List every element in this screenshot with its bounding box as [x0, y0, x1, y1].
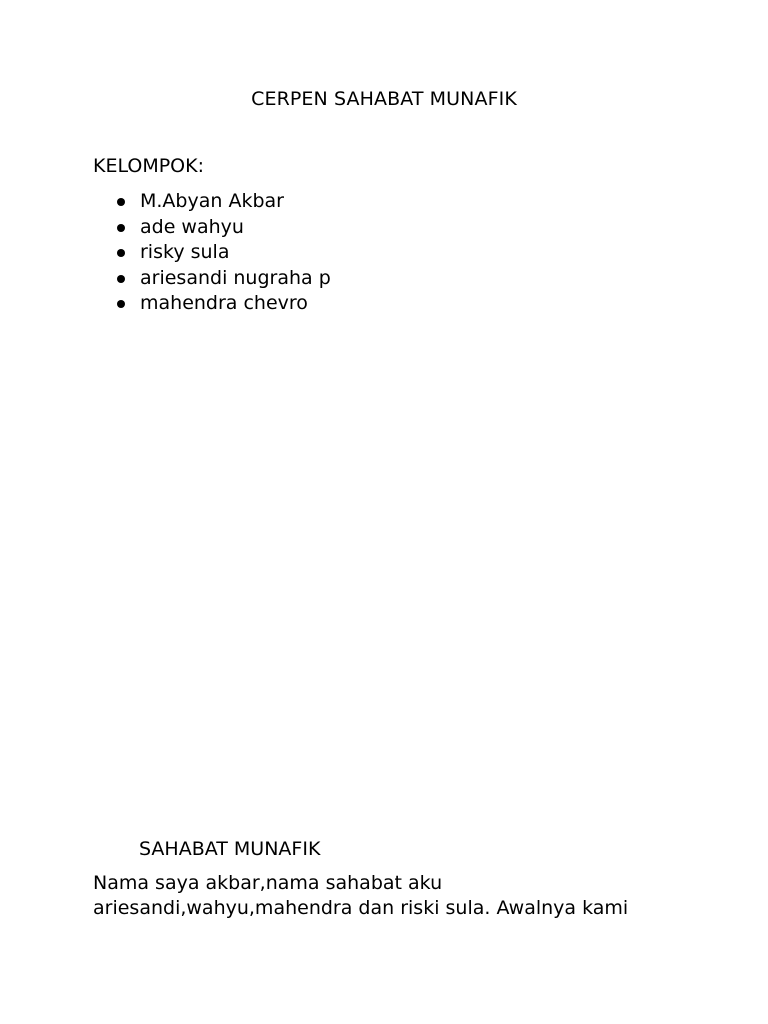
list-item — [93, 240, 331, 266]
member-name: ariesandi nugraha p — [140, 266, 331, 289]
bullet-icon — [117, 275, 125, 283]
story-line: ariesandi,wahyu,mahendra dan riski sula. Awalnya kami — [93, 897, 629, 919]
bullet-icon — [117, 300, 125, 308]
list-item — [93, 189, 331, 215]
list-item — [93, 266, 331, 292]
story-heading: SAHABAT MUNAFIK — [139, 838, 321, 860]
story-paragraph — [93, 871, 733, 921]
document-title: CERPEN SAHABAT MUNAFIK — [251, 88, 517, 110]
member-name: risky sula — [140, 241, 230, 263]
bullet-icon — [117, 249, 125, 257]
group-label: KELOMPOK: — [93, 155, 204, 177]
member-name: mahendra chevro — [140, 292, 308, 314]
story-line: Nama saya akbar,nama sahabat aku — [93, 872, 443, 894]
bullet-icon — [117, 224, 125, 232]
list-item — [93, 291, 331, 317]
list-item — [93, 215, 331, 241]
member-name: ade wahyu — [140, 215, 244, 238]
member-name: M.Abyan Akbar — [140, 190, 284, 212]
bullet-icon — [117, 198, 125, 206]
member-list — [93, 189, 331, 317]
